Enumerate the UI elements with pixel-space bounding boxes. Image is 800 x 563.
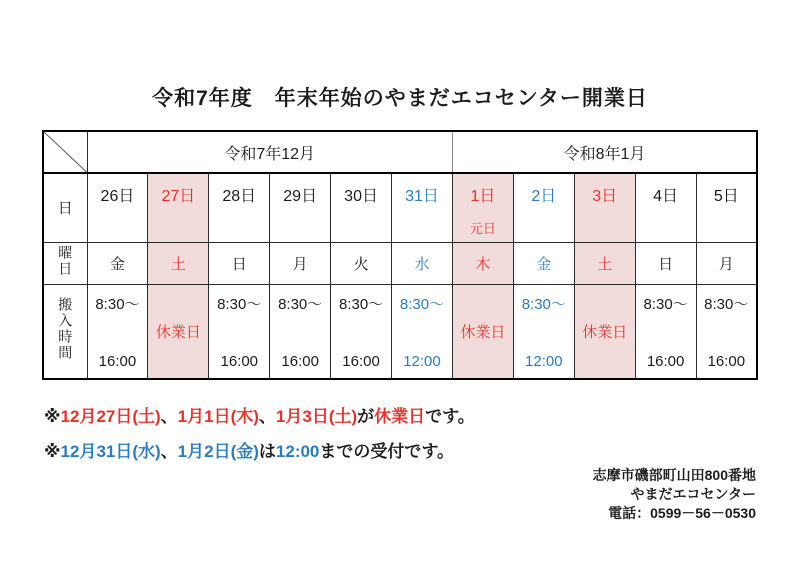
date-label: 2日 <box>531 188 557 205</box>
hours-cell-3日 <box>574 284 635 379</box>
note-reception-hours <box>44 437 454 462</box>
date-cell-5日 <box>696 173 757 242</box>
note-segment: 、 <box>258 407 276 426</box>
contact-phone: 電話：0599－56－0530 <box>608 505 756 521</box>
hours-cell-26日 <box>87 284 148 379</box>
weekday-cell-26日: 金 <box>87 242 148 284</box>
note-segment: ※ <box>44 442 61 461</box>
weekday-cell-2日: 金 <box>513 242 574 284</box>
open-time-label: 8:30～ <box>278 295 323 313</box>
weekday-cell-27日: 土 <box>148 242 209 284</box>
weekday-cell-3日: 土 <box>574 242 635 284</box>
open-time-label: 8:30～ <box>521 295 566 313</box>
note-segment: です。 <box>425 407 475 426</box>
row-label-weekday: 曜日 <box>43 242 87 284</box>
date-label: 30日 <box>344 188 378 205</box>
contact-block <box>593 466 756 523</box>
note-segment: 12月31日(水) <box>60 442 161 461</box>
note-segment: が <box>357 407 375 426</box>
date-label: 29日 <box>283 188 318 205</box>
weekday-cell-28日: 日 <box>209 242 270 284</box>
closed-day-label: 休業日 <box>155 323 201 341</box>
close-time-label: 16:00 <box>342 352 380 370</box>
page-title: 令和7年度 年末年始のやまだエコセンター開業日 <box>152 87 648 110</box>
note-segment: 12月27日(土) <box>60 407 161 426</box>
note-segment: 休業日 <box>374 407 426 426</box>
date-label: 28日 <box>222 188 257 205</box>
hours-cell-2日 <box>513 284 574 379</box>
date-label: 4日 <box>653 188 679 205</box>
date-cell-2日 <box>513 173 574 242</box>
close-time-label: 16:00 <box>281 352 319 370</box>
date-label: 1日 <box>470 188 496 205</box>
diagonal-line-icon <box>44 132 87 172</box>
note-segment: までの受付です。 <box>319 442 455 461</box>
open-time-label: 8:30～ <box>399 295 445 313</box>
date-label: 3日 <box>592 188 618 205</box>
note-segment: 1月1日(木) <box>177 407 259 426</box>
hours-cell-27日 <box>148 284 209 379</box>
open-time-label: 8:30～ <box>95 295 140 313</box>
closed-day-label: 休業日 <box>582 323 628 341</box>
hours-cell-29日 <box>270 284 331 379</box>
date-cell-1日 <box>452 173 513 242</box>
table-corner-cell <box>43 131 87 173</box>
close-time-label: 16:00 <box>707 352 746 370</box>
date-cell-4日 <box>635 173 696 242</box>
contact-name: やまだエコセンター <box>630 486 756 502</box>
close-time-label: 16:00 <box>98 352 137 370</box>
month-header-january: 令和8年1月 <box>452 131 757 173</box>
weekday-cell-30日: 火 <box>331 242 392 284</box>
hours-cell-30日 <box>331 284 392 379</box>
close-time-label: 12:00 <box>403 352 441 370</box>
date-cell-29日 <box>270 173 331 242</box>
date-cell-27日 <box>148 173 209 242</box>
hours-cell-31日 <box>392 284 453 379</box>
note-segment: 1月3日(土) <box>275 407 358 426</box>
date-note-label: 元日 <box>469 221 496 236</box>
weekday-cell-5日: 月 <box>696 242 757 284</box>
date-label: 27日 <box>161 188 196 205</box>
weekday-cell-1日: 木 <box>452 242 513 284</box>
note-segment: 、 <box>160 442 178 461</box>
close-time-label: 16:00 <box>646 352 685 370</box>
month-header-row <box>43 131 757 173</box>
date-label: 31日 <box>405 188 439 205</box>
date-row <box>43 173 757 242</box>
open-time-label: 8:30～ <box>643 295 688 313</box>
row-label-date: 日 <box>43 173 87 242</box>
closed-day-label: 休業日 <box>460 323 506 341</box>
schedule-table <box>42 130 758 380</box>
date-cell-3日 <box>574 173 635 242</box>
note-segment: 1月2日(金) <box>177 442 259 461</box>
date-cell-30日 <box>331 173 392 242</box>
date-cell-31日 <box>392 173 453 242</box>
hours-cell-1日 <box>452 284 513 379</box>
open-time-label: 8:30～ <box>217 295 262 313</box>
hours-cell-28日 <box>209 284 270 379</box>
note-segment: は <box>258 442 276 461</box>
open-time-label: 8:30～ <box>338 295 384 313</box>
note-closed-days <box>44 402 475 427</box>
hours-cell-4日 <box>635 284 696 379</box>
note-segment: 12:00 <box>275 442 320 461</box>
contact-address: 志摩市磯部町山田800番地 <box>592 467 756 483</box>
hours-row <box>43 284 757 379</box>
weekday-cell-4日: 日 <box>635 242 696 284</box>
date-cell-26日 <box>87 173 148 242</box>
month-header-december: 令和7年12月 <box>87 131 452 173</box>
note-segment: ※ <box>44 407 61 426</box>
date-cell-28日 <box>209 173 270 242</box>
date-label: 5日 <box>713 188 739 205</box>
close-time-label: 16:00 <box>220 352 259 370</box>
hours-cell-5日 <box>696 284 757 379</box>
date-label: 26日 <box>100 188 135 205</box>
weekday-cell-31日: 水 <box>392 242 453 284</box>
row-label-hours: 搬入時間 <box>43 284 87 379</box>
weekday-row <box>43 242 757 284</box>
note-segment: 、 <box>160 407 178 426</box>
close-time-label: 12:00 <box>525 352 563 370</box>
open-time-label: 8:30～ <box>704 295 749 313</box>
weekday-cell-29日: 月 <box>270 242 331 284</box>
